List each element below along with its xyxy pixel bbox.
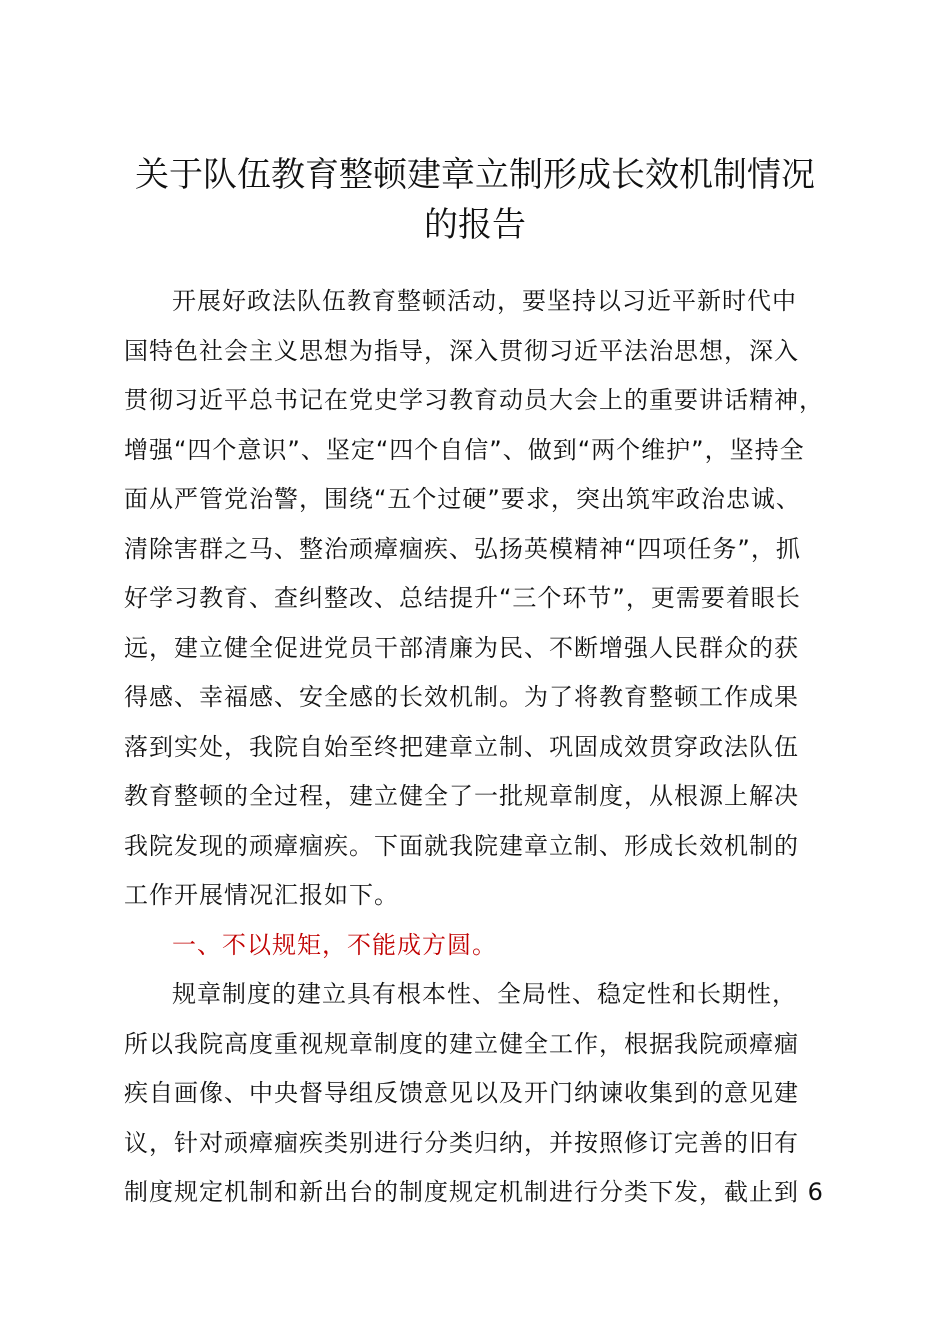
paragraph-line: 增强“四个意识”、坚定“四个自信”、做到“两个维护”，坚持全 <box>124 436 805 464</box>
paragraph-line: 教育整顿的全过程，建立健全了一批规章制度，从根源上解决 <box>124 782 799 810</box>
paragraph-line: 得感、幸福感、安全感的长效机制。为了将教育整顿工作成果 <box>124 683 799 711</box>
section-heading: 一、不以规矩，不能成方圆。 <box>172 931 497 959</box>
paragraph-line: 清除害群之马、整治顽瘴痼疾、弘扬英模精神“四项任务”，抓 <box>124 535 801 563</box>
document-title-line-2: 的报告 <box>424 205 526 245</box>
paragraph-line: 落到实处，我院自始至终把建章立制、巩固成效贯穿政法队伍 <box>124 733 799 761</box>
paragraph-line: 我院发现的顽瘴痼疾。下面就我院建章立制、形成长效机制的 <box>124 832 799 860</box>
paragraph-line: 好学习教育、查纠整改、总结提升“三个环节”，更需要着眼长 <box>124 584 801 612</box>
paragraph-line: 工作开展情况汇报如下。 <box>124 881 399 909</box>
paragraph-line: 贯彻习近平总书记在党史学习教育动员大会上的重要讲话精神， <box>124 386 824 414</box>
paragraph-line: 远，建立健全促进党员干部清廉为民、不断增强人民群众的获 <box>124 634 799 662</box>
paragraph-line: 疾自画像、中央督导组反馈意见以及开门纳谏收集到的意见建 <box>124 1079 799 1107</box>
paragraph-line: 议，针对顽瘴痼疾类别进行分类归纳，并按照修订完善的旧有 <box>124 1129 799 1157</box>
paragraph-line: 开展好政法队伍教育整顿活动，要坚持以习近平新时代中 <box>172 287 797 315</box>
paragraph-line: 规章制度的建立具有根本性、全局性、稳定性和长期性， <box>172 980 797 1008</box>
paragraph-line: 面从严管党治警，围绕“五个过硬”要求，突出筑牢政治忠诚、 <box>124 485 801 513</box>
paragraph-line: 所以我院高度重视规章制度的建立健全工作，根据我院顽瘴痼 <box>124 1030 799 1058</box>
paragraph-line: 制度规定机制和新出台的制度规定机制进行分类下发，截止到 6 <box>124 1178 824 1206</box>
paragraph-line: 国特色社会主义思想为指导，深入贯彻习近平法治思想，深入 <box>124 337 799 365</box>
document-title-line-1: 关于队伍教育整顿建章立制形成长效机制情况 <box>135 155 815 195</box>
